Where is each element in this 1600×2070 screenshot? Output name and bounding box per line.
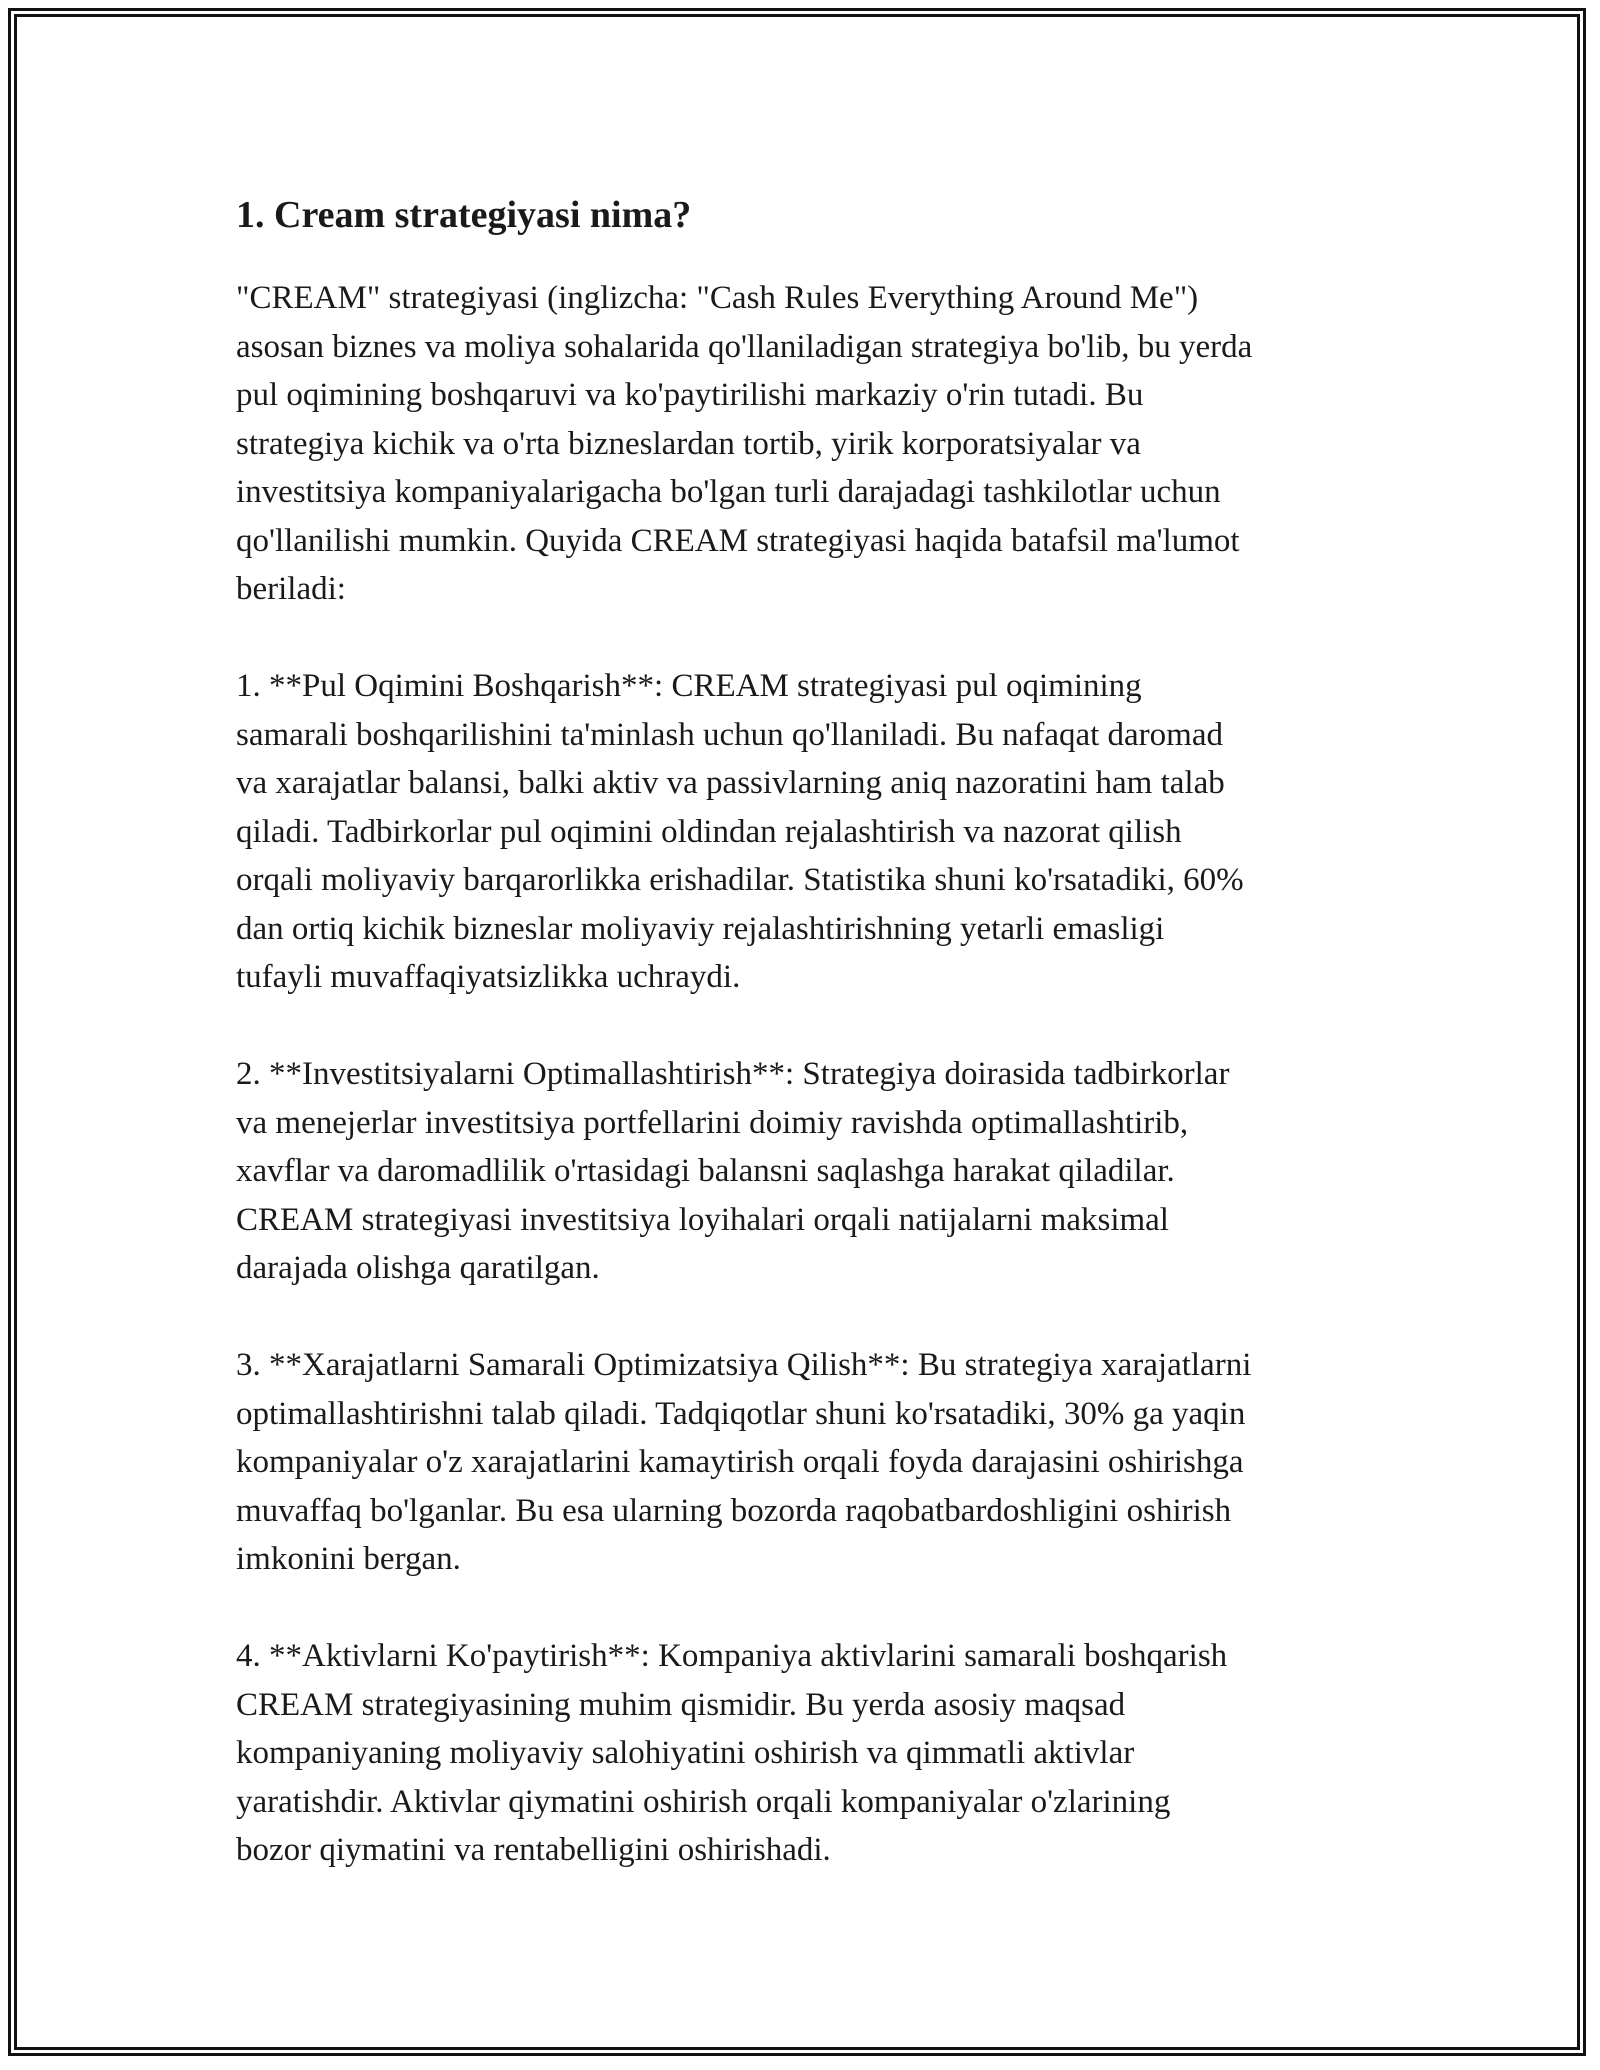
intro-paragraph: "CREAM" strategiyasi (inglizcha: "Cash Rules Everything Around Me") asosan biznes va moliya sohalarida qo'llaniladigan strategiya bo'lib, bu yerda pul oqimining boshqaruvi va ko'paytirilishi markaziy o'rin tutadi. Bu strategiya kichik va o'rta bizneslardan tortib, yirik korporatsiyalar va investitsiya kompaniyalarigacha bo'lgan turli darajadagi tashkilotlar uchun qo'llanilishi mumkin. Quyida CREAM strategiyasi haqida batafsil ma'lumot beriladi: — [236, 280, 1253, 607]
paragraph-pul-oqimini-boshqarish: 1. **Pul Oqimini Boshqarish**: CREAM strategiyasi pul oqimining samarali boshqarilishini ta'minlash uchun qo'llaniladi. Bu nafaqat daromad va xarajatlar balansi, balki aktiv va passivlarning aniq nazoratini ham talab qiladi. Tadbirkorlar pul oqimini oldindan rejalashtirish va nazorat qilish orqali moliyaviy barqarorlikka erishadilar. Statistika shuni ko'rsatadiki, 60% dan ortiq kichik bizneslar moliyaviy rejalashtirishning yetarli emasligi tufayli muvaffaqiyatsizlikka uchraydi. — [236, 668, 1244, 995]
paragraph-aktivlarni-kopaytirish: 4. **Aktivlarni Ko'paytirish**: Kompaniya aktivlarini samarali boshqarish CREAM strategiyasining muhim qismidir. Bu yerda asosiy maqsad kompaniyaning moliyaviy salohiyatini oshirish va qimmatli aktivlar yaratishdir. Aktivlar qiymatini oshirish orqali kompaniyalar o'zlarining bozor qiymatini va rentabelligini oshirishadi. — [236, 1638, 1228, 1868]
document-body — [236, 182, 1376, 1875]
document-title: 1. Cream strategiyasi nima? — [236, 194, 692, 236]
paragraph-xarajatlarni-optimizatsiya: 3. **Xarajatlarni Samarali Optimizatsiya Qilish**: Bu strategiya xarajatlarni optimallashtirishni talab qiladi. Tadqiqotlar shuni ko'rsatadiki, 30% ga yaqin kompaniyalar o'z xarajatlarini kamaytirish orqali foyda darajasini oshirishga muvaffaq bo'lganlar. Bu esa ularning bozorda raqobatbardoshligini oshirish imkonini bergan. — [236, 1347, 1252, 1577]
paragraph-investitsiyalarni-optimallashtirish: 2. **Investitsiyalarni Optimallashtirish**: Strategiya doirasida tadbirkorlar va menejerlar investitsiya portfellarini doimiy ravishda optimallashtirib, xavflar va daromadlilik o'rtasidagi balansni saqlashga harakat qiladilar. CREAM strategiyasi investitsiya loyihalari orqali natijalarni maksimal darajada olishga qaratilgan. — [236, 1056, 1230, 1286]
